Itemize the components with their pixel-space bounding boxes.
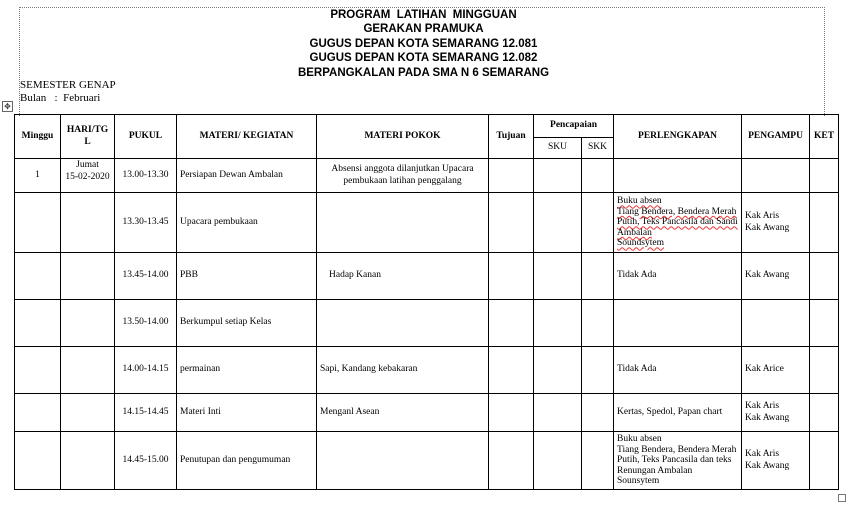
header-pukul: PUKUL <box>115 115 177 159</box>
title-line-1: PROGRAM LATIHAN MINGGUAN <box>330 9 517 21</box>
cell-tujuan <box>489 159 534 193</box>
table-resize-handle[interactable] <box>838 494 846 502</box>
cell-perlengkapan <box>614 159 742 193</box>
cell-pokok <box>317 432 489 490</box>
title-line-5: BERPANGKALAN PADA SMA N 6 SEMARANG <box>297 66 550 79</box>
cell-pukul: 14.15-14.45 <box>115 394 177 432</box>
cell-sku <box>534 253 582 300</box>
month-label: Bulan : Februari <box>20 91 101 104</box>
cell-materi: Persiapan Dewan Ambalan <box>177 159 317 193</box>
cell-pengampu: Kak Awang <box>742 253 810 300</box>
header-skk: SKK <box>582 138 614 159</box>
cell-perlengkapan: Buku absen Tiang Bendera, Bendera Merah Putih, Teks Pancasila dan teks Renungan Ambalan Sounsytem <box>614 432 742 490</box>
cell-pengampu: Kak Aris Kak Awang <box>742 193 810 253</box>
cell-perlengkapan: Tidak Ada <box>614 347 742 394</box>
header-materi: MATERI/ KEGIATAN <box>177 115 317 159</box>
cell-minggu: 1 <box>15 159 61 193</box>
cell-perlengkapan: Tidak Ada <box>614 253 742 300</box>
cell-minggu <box>15 394 61 432</box>
cell-ket <box>810 432 839 490</box>
cell-ket <box>810 159 839 193</box>
table-move-icon[interactable]: ✥ <box>2 101 13 112</box>
cell-sku <box>534 394 582 432</box>
header-hari: HARI/TG L <box>61 115 115 159</box>
cell-pukul: 14.45-15.00 <box>115 432 177 490</box>
cell-ket <box>810 253 839 300</box>
cell-tujuan <box>489 347 534 394</box>
cell-pengampu: Kak Aris Kak Awang <box>742 394 810 432</box>
cell-pengampu <box>742 300 810 347</box>
cell-materi: PBB <box>177 253 317 300</box>
cell-pokok <box>317 300 489 347</box>
cell-skk <box>582 159 614 193</box>
cell-sku <box>534 432 582 490</box>
cell-tujuan <box>489 193 534 253</box>
cell-tujuan <box>489 394 534 432</box>
cell-tujuan <box>489 432 534 490</box>
header-minggu: Minggu <box>15 115 61 159</box>
header-perlengkapan: PERLENGKAPAN <box>614 115 742 159</box>
cell-perlengkapan: Kertas, Spedol, Papan chart <box>614 394 742 432</box>
cell-perlengkapan: Buku absen Tiang Bendera, Bendera Merah Putih, Teks Pancasila dan Sandi Ambalan Soundsytem <box>614 193 742 253</box>
document-title <box>0 8 847 80</box>
cell-sku <box>534 300 582 347</box>
cell-skk <box>582 394 614 432</box>
semester-label: SEMESTER GENAP <box>20 79 116 91</box>
header-tujuan: Tujuan <box>489 115 534 159</box>
cell-pengampu: Kak Aris Kak Awang <box>742 432 810 490</box>
cell-pengampu: Kak Arice <box>742 347 810 394</box>
header-sku: SKU <box>534 138 582 159</box>
title-line-2: GERAKAN PRAMUKA <box>363 23 484 36</box>
header-ket: KET <box>810 115 839 159</box>
cell-skk <box>582 432 614 490</box>
cell-skk <box>582 253 614 300</box>
cell-skk <box>582 347 614 394</box>
cell-minggu <box>15 432 61 490</box>
cell-hari <box>61 253 115 300</box>
cell-sku <box>534 193 582 253</box>
cell-tujuan <box>489 253 534 300</box>
header-pengampu: PENGAMPU <box>742 115 810 159</box>
cell-ket <box>810 300 839 347</box>
cell-sku <box>534 347 582 394</box>
cell-pukul: 13.30-13.45 <box>115 193 177 253</box>
cell-minggu <box>15 300 61 347</box>
cell-pokok: Hadap Kanan <box>317 253 489 300</box>
cell-sku <box>534 159 582 193</box>
table-row <box>15 347 839 394</box>
cell-materi: Berkumpul setiap Kelas <box>177 300 317 347</box>
schedule-table <box>14 114 839 490</box>
cell-materi: Materi Inti <box>177 394 317 432</box>
table-row <box>15 159 839 193</box>
cell-hari <box>61 300 115 347</box>
semester-info <box>20 79 116 104</box>
cell-materi: permainan <box>177 347 317 394</box>
table-row <box>15 193 839 253</box>
cell-hari <box>61 394 115 432</box>
cell-perlengkapan <box>614 300 742 347</box>
table-row <box>15 300 839 347</box>
cell-ket <box>810 394 839 432</box>
cell-pukul: 13.45-14.00 <box>115 253 177 300</box>
cell-pukul: 13.50-14.00 <box>115 300 177 347</box>
cell-pokok: Sapi, Kandang kebakaran <box>317 347 489 394</box>
header-row <box>15 115 839 138</box>
cell-skk <box>582 193 614 253</box>
table-row <box>15 253 839 300</box>
cell-pokok: Absensi anggota dilanjutkan Upacara pembukaan latihan penggalang <box>317 159 489 193</box>
cell-hari: Jumat 15-02-2020 <box>61 159 115 193</box>
cell-pokok: Menganl Asean <box>317 394 489 432</box>
cell-pukul: 14.00-14.15 <box>115 347 177 394</box>
title-line-4: GUGUS DEPAN KOTA SEMARANG 12.082 <box>309 52 538 65</box>
cell-minggu <box>15 193 61 253</box>
cell-materi: Upacara pembukaan <box>177 193 317 253</box>
title-line-3: GUGUS DEPAN KOTA SEMARANG 12.081 <box>309 37 538 50</box>
cell-materi: Penutupan dan pengumuman <box>177 432 317 490</box>
header-pencapaian: Pencapaian <box>534 115 614 138</box>
cell-hari <box>61 432 115 490</box>
table-row <box>15 432 839 490</box>
header-materi-pokok: MATERI POKOK <box>317 115 489 159</box>
cell-minggu <box>15 253 61 300</box>
cell-ket <box>810 347 839 394</box>
cell-ket <box>810 193 839 253</box>
cell-minggu <box>15 347 61 394</box>
cell-pukul: 13.00-13.30 <box>115 159 177 193</box>
cell-hari <box>61 193 115 253</box>
cell-skk <box>582 300 614 347</box>
cell-pengampu <box>742 159 810 193</box>
table-row <box>15 394 839 432</box>
cell-tujuan <box>489 300 534 347</box>
cell-hari <box>61 347 115 394</box>
cell-pokok <box>317 193 489 253</box>
